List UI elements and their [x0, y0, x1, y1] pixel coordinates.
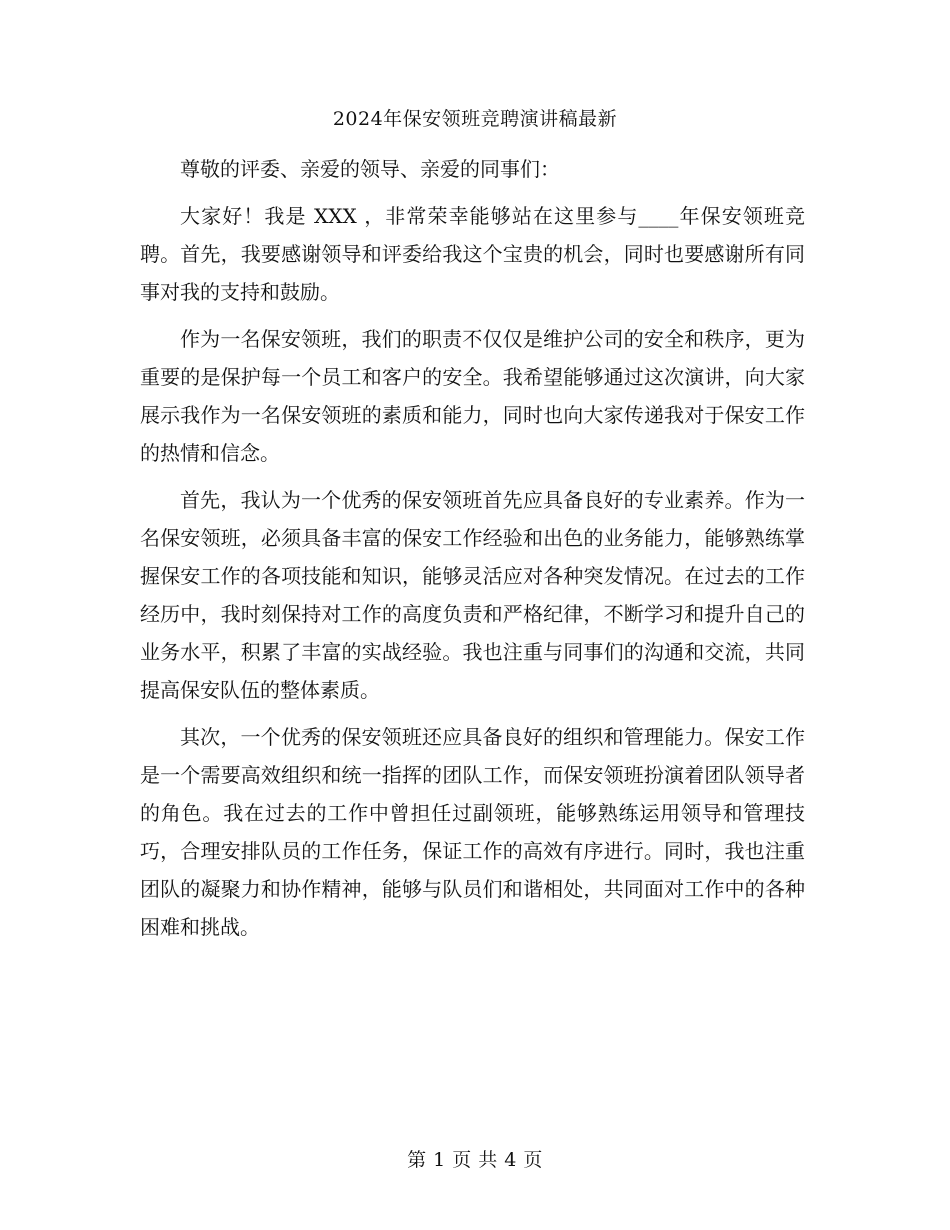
page-footer: 第 1 页 共 4 页 [407, 1149, 543, 1171]
paragraph-duty: 作为一名保安领班，我们的职责不仅仅是维护公司的安全和秩序，更为重要的是保护每一个员工和客户的安全。我希望能够通过这次演讲，向大家展示我作为一名保安领班的素质和能力，同时也向大家传递我对于保安工作的热情和信念。 [140, 327, 805, 465]
paragraph-professional: 首先，我认为一个优秀的保安领班首先应具备良好的专业素养。作为一名保安领班，必须具备丰富的保安工作经验和出色的业务能力，能够熟练掌握保安工作的各项技能和知识，能够灵活应对各种突发情况。在过去的工作经历中，我时刻保持对工作的高度负责和严格纪律，不断学习和提升自己的业务水平，积累了丰富的实战经验。我也注重与同事们的沟通和交流，共同提高保安队伍的整体素质。 [140, 488, 805, 702]
paragraph-greeting: 尊敬的评委、亲爱的领导、亲爱的同事们： [180, 157, 560, 181]
document-title: 2024年保安领班竞聘演讲稿最新 [332, 108, 618, 130]
paragraph-management: 其次，一个优秀的保安领班还应具备良好的组织和管理能力。保安工作是一个需要高效组织和统一指挥的团队工作，而保安领班扮演着团队领导者的角色。我在过去的工作中曾担任过副领班，能够熟练运用领导和管理技巧，合理安排队员的工作任务，保证工作的高效有序进行。同时，我也注重团队的凝聚力和协作精神，能够与队员们和谐相处，共同面对工作中的各种困难和挑战。 [140, 725, 805, 939]
document-body [140, 150, 805, 955]
paragraph-intro: 大家好！我是 XXX ，非常荣幸能够站在这里参与____年保安领班竞聘。首先，我要感谢领导和评委给我这个宝贵的机会，同时也要感谢所有同事对我的支持和鼓励。 [140, 204, 805, 304]
